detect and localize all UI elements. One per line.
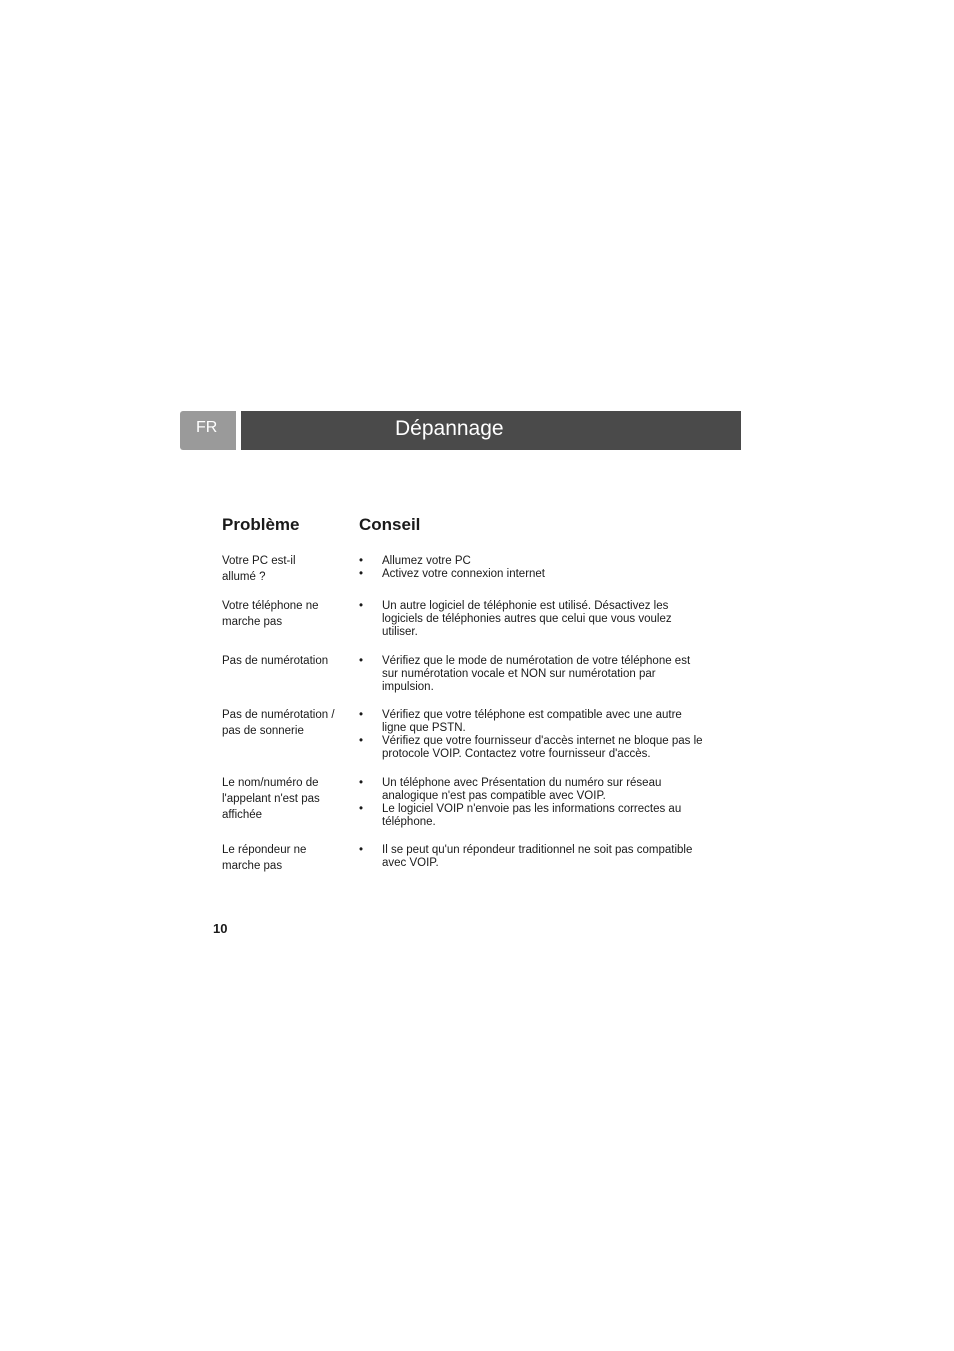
bullet-icon: • — [359, 655, 364, 667]
bullet-icon: • — [359, 709, 364, 721]
problem-text: Pas de numérotation / pas de sonnerie — [222, 709, 335, 737]
tip-column-heading: Conseil — [359, 515, 421, 534]
tip-list — [359, 600, 679, 639]
problem-text: Le répondeur ne marche pas — [222, 844, 307, 872]
tip-item — [359, 777, 694, 803]
tip-text: Il se peut qu'un répondeur traditionnel ne soit pas compatible avec VOIP. — [382, 844, 693, 869]
tip-item — [359, 655, 704, 694]
bullet-icon: • — [359, 735, 364, 747]
tip-item — [359, 555, 704, 568]
tip-text: Vérifiez que votre téléphone est compatible avec une autre ligne que PSTN. — [382, 709, 682, 734]
tip-text: Vérifiez que votre fournisseur d'accès internet ne bloque pas le protocole VOIP. Contactez votre fournisseur d'accès. — [382, 735, 703, 760]
tip-item — [359, 568, 704, 581]
tip-text: Allumez votre PC — [382, 555, 471, 567]
title-bar — [241, 411, 741, 450]
tip-item — [359, 735, 704, 761]
problem-column-heading: Problème — [222, 515, 300, 534]
bullet-icon: • — [359, 803, 364, 815]
language-tab — [180, 411, 236, 450]
bullet-icon: • — [359, 555, 364, 567]
problem-text: Votre téléphone ne marche pas — [222, 600, 319, 628]
tip-list — [359, 709, 704, 761]
tip-item — [359, 803, 694, 829]
language-code: FR — [196, 419, 218, 436]
tip-list — [359, 844, 704, 870]
problem-text: Pas de numérotation — [222, 655, 329, 667]
tip-list — [359, 555, 704, 581]
bullet-icon: • — [359, 600, 364, 612]
problem-text: Votre PC est-il allumé ? — [222, 555, 296, 583]
tip-item — [359, 844, 704, 870]
tip-text: Le logiciel VOIP n'envoie pas les informations correctes au téléphone. — [382, 803, 682, 828]
bullet-icon: • — [359, 568, 364, 580]
problem-text: Le nom/numéro de l'appelant n'est pas affichée — [222, 777, 320, 821]
tip-list — [359, 777, 694, 829]
page-number: 10 — [213, 921, 228, 936]
tip-text: Un autre logiciel de téléphonie est utilisé. Désactivez les logiciels de téléphonies autres que celui que vous voulez utiliser. — [382, 600, 672, 638]
tip-text: Un téléphone avec Présentation du numéro sur réseau analogique n'est pas compatible avec VOIP. — [382, 777, 662, 802]
bullet-icon: • — [359, 777, 364, 789]
tip-item — [359, 709, 704, 735]
tip-list — [359, 655, 704, 694]
bullet-icon: • — [359, 844, 364, 856]
tip-text: Activez votre connexion internet — [382, 568, 546, 580]
tip-item — [359, 600, 679, 639]
page-title: Dépannage — [395, 417, 504, 440]
tip-text: Vérifiez que le mode de numérotation de votre téléphone est sur numérotation vocale et NON sur numérotation par impulsion. — [382, 655, 691, 693]
